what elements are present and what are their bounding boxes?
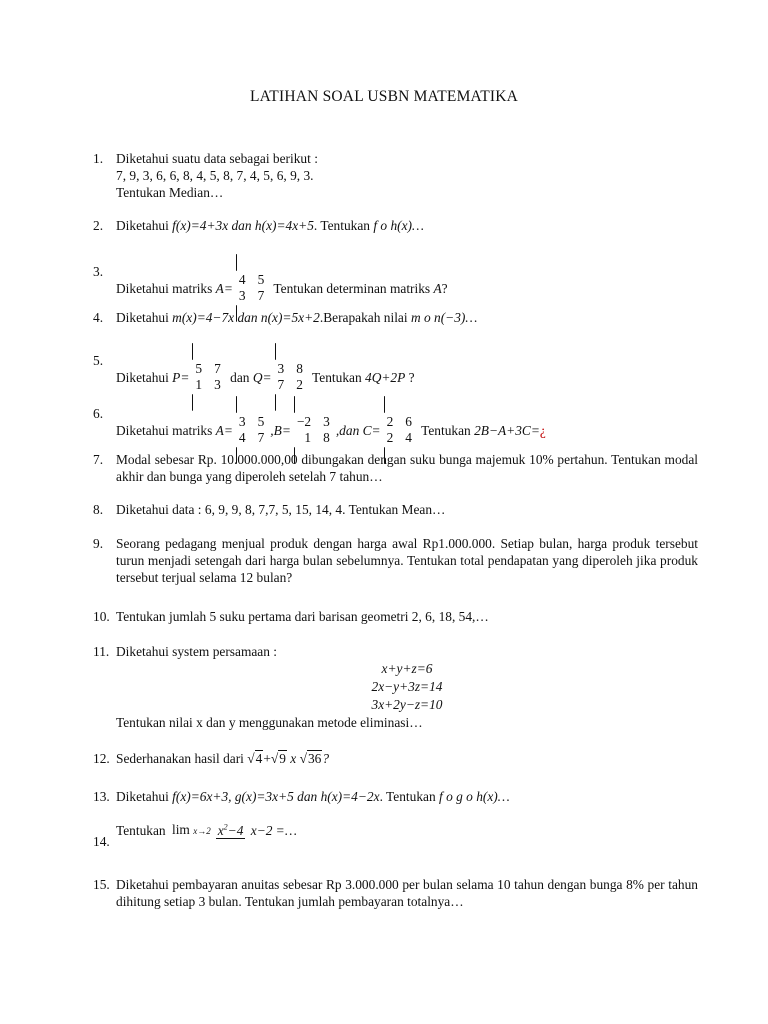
question-text: Diketahui data : 6, 9, 9, 8, 7,7, 5, 15, 14, 4. Tentukan Mean… bbox=[116, 502, 446, 517]
question-number: 11. bbox=[93, 644, 110, 659]
equation: 2x−y+3z=14 bbox=[371, 679, 443, 694]
question-text: ? bbox=[405, 369, 415, 385]
matrix-cell: 5 bbox=[195, 361, 203, 376]
question-11 bbox=[93, 643, 698, 731]
left-bracket bbox=[192, 343, 193, 360]
matrix-cell: 7 bbox=[214, 361, 221, 376]
matrix-cell: 5 bbox=[257, 272, 265, 287]
matrix-cell: 2 bbox=[386, 414, 394, 429]
matrix-cell: 1 bbox=[304, 430, 312, 445]
matrix-cell: 5 bbox=[257, 414, 265, 429]
question-instruction: Tentukan Median… bbox=[116, 185, 224, 200]
question-text: ? bbox=[441, 280, 448, 296]
question-mark: ? bbox=[322, 751, 330, 766]
document-title: LATIHAN SOAL USBN MATEMATIKA bbox=[249, 88, 519, 105]
question-number: 7. bbox=[93, 452, 104, 467]
question-text: Modal sebesar Rp. 10.000.000,00 dibungakan dengan suku bunga majemuk 10% pertahun. Tentukan modal akhir dan bunga yang diperoleh setelah 7 tahun… bbox=[116, 452, 698, 484]
question-text: Seorang pedagang menjual produk dengan harga awal Rp1.000.000. Setiap bulan, harga produk tersebut turun menjadi setengah dari harga bulan sebelumnya. Tentukan total pendapatan yang diperoleh jika produk tersebut terjual selama 12 bulan? bbox=[116, 536, 698, 585]
question-text: . Tentukan bbox=[313, 218, 374, 233]
math-expression: m o n(−3)… bbox=[410, 310, 478, 325]
question-text: .Berapakah nilai bbox=[319, 310, 411, 325]
math-expression: A= bbox=[215, 280, 233, 296]
question-13 bbox=[93, 788, 698, 805]
question-text: Diketahui bbox=[116, 218, 173, 233]
question-number: 13. bbox=[93, 789, 110, 804]
question-text: dan bbox=[226, 369, 253, 385]
operator: x bbox=[286, 751, 300, 766]
left-bracket bbox=[294, 396, 295, 413]
matrix-cell: 3 bbox=[277, 361, 285, 376]
math-expression: ,B= bbox=[270, 422, 291, 438]
matrix-cell: 6 bbox=[405, 414, 412, 429]
radicand: 9 bbox=[279, 751, 286, 766]
left-bracket bbox=[275, 343, 276, 360]
question-instruction: Tentukan nilai x dan y menggunakan metode eliminasi… bbox=[116, 715, 423, 730]
matrix-cell: 4 bbox=[238, 272, 246, 287]
math-expression: ¿ bbox=[539, 422, 546, 438]
matrix-cell: 7 bbox=[277, 377, 285, 392]
math-expression: f o g o h(x)… bbox=[439, 789, 510, 804]
matrix-cell: 2 bbox=[386, 430, 394, 445]
question-2 bbox=[93, 217, 698, 234]
question-number: 1. bbox=[93, 151, 104, 166]
question-number: 14. bbox=[93, 834, 110, 849]
limit-subscript: x→2 bbox=[193, 826, 211, 836]
matrix-cell: 8 bbox=[323, 430, 330, 445]
question-text: Tentukan bbox=[116, 823, 169, 838]
question-text: Tentukan bbox=[308, 369, 366, 385]
square-root: √9 bbox=[270, 751, 286, 766]
question-14 bbox=[93, 822, 698, 849]
math-expression: Q= bbox=[252, 369, 272, 385]
left-bracket bbox=[236, 396, 237, 413]
numerator-base: x bbox=[217, 823, 224, 838]
math-expression: ,dan C= bbox=[335, 422, 381, 438]
question-9 bbox=[93, 535, 698, 586]
matrix-cell: −2 bbox=[296, 414, 312, 429]
math-expression: f(x)=6x+3, g(x)=3x+5 dan h(x)=4−2x bbox=[172, 789, 380, 804]
equation: x+y+z=6 bbox=[381, 661, 433, 676]
matrix-cell: 4 bbox=[405, 430, 412, 445]
question-text: Diketahui bbox=[116, 310, 173, 325]
math-expression: =… bbox=[276, 823, 298, 838]
data-list: 7, 9, 3, 6, 6, 8, 4, 5, 8, 7, 4, 5, 6, 9, 3. bbox=[116, 168, 314, 183]
matrix-cell: 3 bbox=[323, 414, 330, 429]
left-bracket bbox=[384, 396, 385, 413]
radicand: 36 bbox=[307, 751, 322, 766]
math-expression: P= bbox=[172, 369, 190, 385]
exponent: 2 bbox=[223, 822, 228, 832]
question-text: Tentukan jumlah 5 suku pertama dari barisan geometri 2, 6, 18, 54,… bbox=[116, 609, 489, 624]
fraction bbox=[216, 822, 275, 839]
math-expression: A bbox=[433, 280, 442, 296]
math-expression: 4Q+2P bbox=[365, 369, 406, 385]
question-text: Diketahui bbox=[116, 789, 173, 804]
question-text: Tentukan determinan matriks bbox=[270, 280, 434, 296]
math-expression: m(x)=4−7x dan n(x)=5x+2 bbox=[172, 310, 320, 325]
question-1 bbox=[93, 150, 698, 201]
matrix-cell: 4 bbox=[238, 430, 246, 445]
matrix-cell: 7 bbox=[257, 288, 265, 303]
question-number: 9. bbox=[93, 536, 104, 551]
question-12 bbox=[93, 750, 698, 767]
question-8 bbox=[93, 501, 698, 518]
question-text: Diketahui system persamaan : bbox=[116, 644, 278, 659]
question-10 bbox=[93, 608, 698, 625]
question-number: 3. bbox=[93, 264, 104, 279]
matrix-cell: 7 bbox=[257, 430, 265, 445]
question-text: Diketahui pembayaran anuitas sebesar Rp 3.000.000 per bulan selama 10 tahun dengan bunga 8% per tahun dihitung setiap 3 bulan. Tentukan jumlah pembayaran totalnya… bbox=[116, 877, 698, 909]
question-text: . Tentukan bbox=[379, 789, 439, 804]
question-number: 15. bbox=[93, 877, 110, 892]
math-expression: f o h(x)… bbox=[373, 218, 424, 233]
denominator: x−2 bbox=[250, 823, 273, 838]
numerator bbox=[216, 823, 246, 839]
equation: 3x+2y−z=10 bbox=[371, 697, 443, 712]
matrix-cell: 8 bbox=[296, 361, 303, 376]
question-number: 12. bbox=[93, 751, 110, 766]
math-expression: f(x)=4+3x dan h(x)=4x+5 bbox=[172, 218, 314, 233]
question-text: Diketahui matriks bbox=[116, 280, 216, 296]
question-number: 2. bbox=[93, 218, 104, 233]
matrix-cell: 1 bbox=[195, 377, 203, 392]
math-expression: A= bbox=[215, 422, 233, 438]
matrix-cell: 3 bbox=[238, 288, 246, 303]
radicand: 4 bbox=[255, 751, 263, 766]
numerator-rest: −4 bbox=[227, 823, 244, 838]
question-text: Sederhanakan hasil dari bbox=[116, 751, 248, 766]
matrix-cell: 3 bbox=[214, 377, 221, 392]
question-number: 5. bbox=[93, 353, 104, 368]
question-number: 6. bbox=[93, 406, 104, 421]
question-text: Tentukan bbox=[417, 422, 475, 438]
equation-system bbox=[116, 660, 698, 714]
question-number: 8. bbox=[93, 502, 104, 517]
question-number: 4. bbox=[93, 310, 104, 325]
operator: + bbox=[263, 751, 271, 766]
limit-operator bbox=[172, 824, 211, 837]
square-root: √4 bbox=[247, 751, 263, 766]
matrix-cell: 3 bbox=[238, 414, 246, 429]
question-text: Diketahui bbox=[116, 369, 173, 385]
left-bracket bbox=[236, 254, 237, 271]
question-7 bbox=[93, 451, 698, 485]
question-15 bbox=[93, 876, 698, 910]
square-root: √36 bbox=[299, 751, 322, 766]
question-text: Diketahui suatu data sebagai berikut : bbox=[116, 151, 318, 166]
limit-label: lim bbox=[171, 822, 190, 837]
question-number: 10. bbox=[93, 609, 110, 624]
matrix-cell: 2 bbox=[296, 377, 303, 392]
math-expression: 2B−A+3C= bbox=[474, 422, 540, 438]
question-4 bbox=[93, 309, 698, 326]
question-text: Diketahui matriks bbox=[116, 422, 216, 438]
